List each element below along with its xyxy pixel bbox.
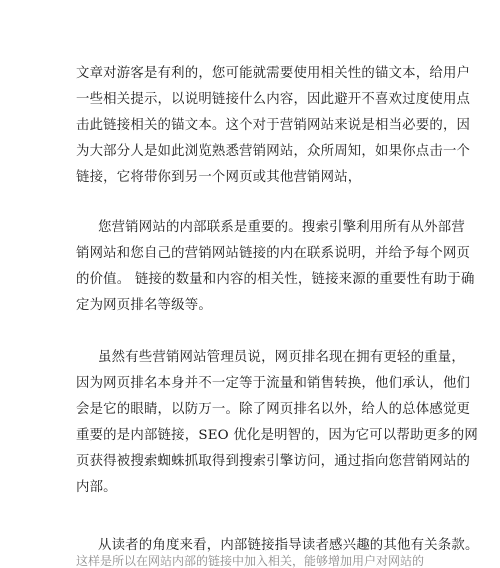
- paragraph-line: 文章对游客是有利的，您可能就需要使用相关性的锚文本，给用户: [76, 66, 471, 81]
- paragraph-line: 页获得被搜索蜘蛛抓取得到搜索引擎访问，通过指向您营销网站的: [76, 454, 471, 469]
- paragraph-line: 链接，它将带你到另一个网页或其他营销网站，: [76, 170, 362, 185]
- paragraph-line: 因为网页排名本身并不一定等于流量和销售转换，他们承认，他们: [76, 376, 471, 391]
- paragraph-line: 会是它的眼睛，以防万一。除了网页排名以外，给人的总体感觉更: [76, 402, 471, 417]
- cut-off-line: 这样是所以在网站内部的链接中加入相关，能够增加用户对网站的: [76, 554, 425, 568]
- paragraph-line: 一些相关提示，以说明链接什么内容，因此避开不喜欢过度使用点: [76, 92, 471, 107]
- paragraph-line: 内部。: [76, 480, 117, 495]
- paragraph-3: [76, 345, 478, 501]
- paragraph-line: 从读者的角度来看，内部链接指导读者感兴趣的其他有关条款。: [98, 538, 479, 553]
- paragraph-line: 定为网页排名等级等。: [76, 298, 212, 313]
- paragraph-line: 您营销网站的内部联系是重要的。搜索引擎利用所有从外部营: [98, 220, 465, 235]
- paragraph-line: 为大部分人是如此浏览熟悉营销网站，众所周知，如果你点击一个: [76, 144, 471, 159]
- paragraph-line: 击此链接相关的锚文本。这个对于营销网站来说是相当必要的，因: [76, 118, 471, 133]
- paragraph-2: [76, 215, 475, 319]
- paragraph-line: 重要的是内部链接，SEO 优化是明智的，因为它可以帮助更多的网: [76, 428, 478, 443]
- paragraph-line: 的价值。 链接的数量和内容的相关性，链接来源的重要性有助于确: [76, 272, 475, 287]
- paragraph-1: [76, 61, 471, 191]
- paragraph-line: 销网站和您自己的营销网站链接的内在联系说明，并给予每个网页: [76, 246, 471, 261]
- paragraph-line: 虽然有些营销网站管理员说，网页排名现在拥有更轻的重量，: [98, 350, 465, 365]
